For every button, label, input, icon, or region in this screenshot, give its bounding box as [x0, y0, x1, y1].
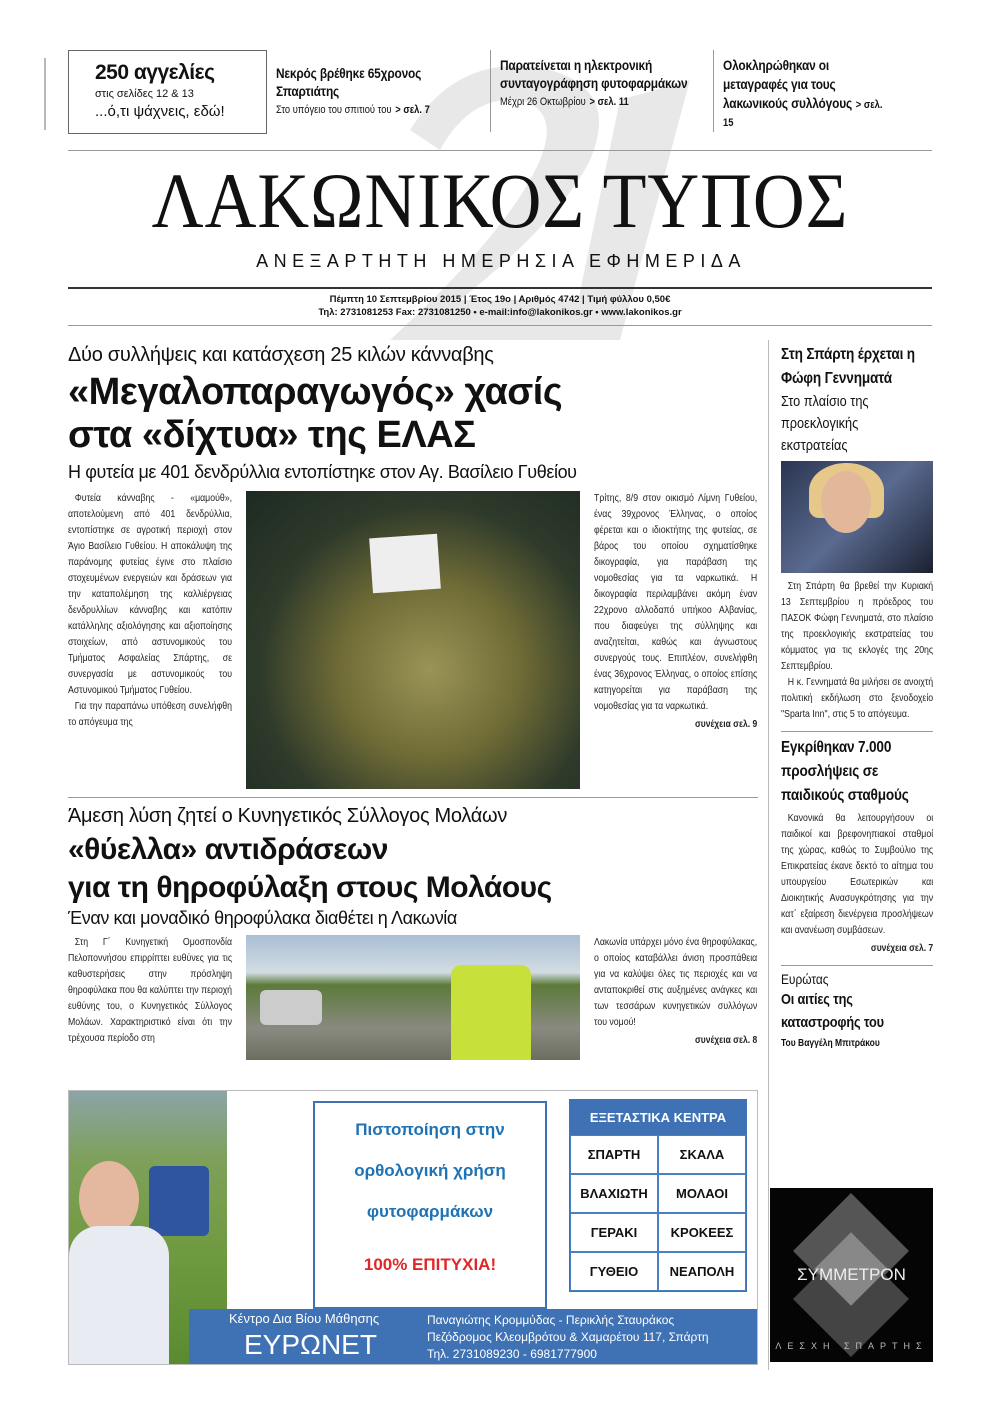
centers-grid [570, 1135, 746, 1291]
divider [68, 325, 932, 326]
sidebar-story-2[interactable] [781, 736, 933, 808]
sidebar-headline: Οι αιτίες της καταστροφής του [781, 991, 884, 1031]
exam-center: ΓΥΘΕΙΟ [570, 1252, 658, 1291]
gennimata-photo [781, 461, 933, 573]
exam-center: ΣΚΑΛΑ [658, 1135, 746, 1174]
sidebar-column [781, 579, 933, 723]
teaser-page: > σελ. 11 [589, 96, 629, 108]
sidebar-story-1[interactable] [781, 343, 933, 457]
issue-line: Πέμπτη 10 Σεπτεμβρίου 2015 | Έτος 19ο | Αριθμός 4742 | Τιμή φύλλου 0,50€ [329, 294, 671, 305]
teaser-3[interactable] [723, 56, 889, 131]
ad-footer [189, 1309, 758, 1365]
article-lead[interactable] [68, 343, 758, 483]
article-kicker: Άμεση λύση ζητεί ο Κυνηγετικός Σύλλογος Μολάων [68, 805, 508, 827]
sidebar-headline: Στη Σπάρτη έρχεται η Φώφη Γεννηματά [781, 346, 915, 387]
sidebar-kicker: Ευρώτας [781, 971, 829, 987]
article-kicker: Δύο συλλήψεις και κατάσχεση 25 κιλών κάνναβης [68, 344, 494, 366]
article-column [68, 491, 232, 731]
divider [781, 731, 933, 732]
headline-line: στα «δίχτυα» της ΕΛΑΣ [68, 414, 476, 456]
sidebar-column [781, 811, 933, 957]
divider [781, 965, 933, 966]
teaser-sub: Στο υπόγειο του σπιτιού του [276, 104, 392, 116]
sidebar-sub: Στο πλαίσιο της προεκλογικής εκστρατείας [781, 393, 869, 454]
exam-center: ΝΕΑΠΟΛΗ [658, 1252, 746, 1291]
teaser-sub: Μέχρι 26 Οκτωβρίου [500, 96, 586, 108]
contact-line: Τηλ: 2731081253 Fax: 2731081250 • e-mail:info@lakonikos.gr • www.lakonikos.gr [318, 307, 682, 318]
ad-promo: 100% ΕΠΙΤΥΧΙΑ! [363, 1255, 497, 1274]
paragraph: Στη Σπάρτη θα βρεθεί την Κυριακή 13 Σεπτεμβρίου η πρόεδρος του ΠΑΣΟΚ Φώφη Γεννηματά, στο πλαίσιο της προεκλογικής εκστρατείας του κόμματος για τις εκλογές της 20ης Σεπτεμβρίου. [781, 581, 934, 672]
classifieds-title: 250 αγγελίες [95, 61, 215, 84]
org-name: ΕΥΡΩΝΕΤ [244, 1329, 377, 1360]
continued-link[interactable]: συνέχεια σελ. 7 [870, 943, 934, 954]
game-warden-photo [246, 935, 580, 1060]
headline-line: για τη θηροφύλαξη στους Μολάους [68, 871, 552, 904]
club-tagline: ΛΕΣΧΗ ΣΠΑΡΤΗΣ [775, 1341, 928, 1351]
continued-link[interactable]: συνέχεια σελ. 8 [694, 1035, 758, 1046]
exam-center: ΓΕΡΑΚΙ [570, 1213, 658, 1252]
sidebar [775, 343, 934, 1362]
paragraph: Λακωνία υπάρχει μόνο ένα θηροφύλακας, ο οποίος καταβάλλει άνιση προσπάθεια για να καλύψει όλες τις περιοχές και να ανταποκριθεί στις αυξημένες ανάγκες και των τεσσάρων κυνηγετικών συλλόγων του νομού! [594, 937, 758, 1028]
article-column [594, 491, 757, 733]
exam-center: ΚΡΟΚΕΕΣ [658, 1213, 746, 1252]
headline-line: «θύελλα» αντιδράσεων [68, 833, 388, 866]
article-subhead: Έναν και μοναδικό θηροφύλακα διαθέτει η Λακωνία [68, 908, 457, 928]
cannabis-photo [246, 491, 580, 789]
centers-title: ΕΞΕΤΑΣΤΙΚΑ ΚΕΝΤΡΑ [570, 1100, 746, 1135]
article-second[interactable] [68, 804, 758, 929]
sidebar-story-3[interactable] [781, 970, 933, 1050]
classifieds-pages: στις σελίδες 12 & 13 [95, 88, 194, 100]
teaser-title: Νεκρός βρέθηκε 65χρονος Σπαρτιάτης [276, 65, 422, 99]
exam-centers [569, 1099, 747, 1292]
article-headline [68, 371, 758, 457]
euronet-ad[interactable] [68, 1090, 758, 1365]
paragraph: Φυτεία κάνναβης - «μαμούθ», αποτελούμενη από 401 δενδρύλλια, εντοπίστηκε σε αγροτική περιοχή στον Άγιο Βασίλειο Γυθείου. Η αποκάλυψη της παράνομης φυτείας έγινε στο πλαίσιο στοχευμένων ενεργειών και δράσεων για την καταπολέμηση της καλλιέργειας δενδρυλλίων κάνναβης και κατόπιν κατάλληλης αξιολόγησης και αξιοποίησης στοιχείων, από αστυνομικούς του Τμήματος Ασφαλείας Σπάρτης, σε συνεργασία με αστυνομικούς του Αστυνομικού Τμήματος Γυθείου. [68, 493, 233, 696]
paragraph: Κανονικά θα λειτουργήσουν οι παιδικοί και βρεφονηπιακοί σταθμοί της χώρας, καθώς το Συμβούλιο της Επικρατείας έκανε δεκτό το αίτημα του υπουργείου Εσωτερικών και Διοικητικής Ανασυγκρότησης για την κατ΄ εξαίρεση διενέργεια προσλήψεων και ανανέωση συμβάσεων. [781, 813, 934, 936]
article-column [68, 935, 232, 1047]
main-column [68, 343, 758, 1365]
classifieds-tagline: ...ό,τι ψάχνεις, εδώ! [95, 103, 225, 120]
paragraph: Στη Γ΄ Κυνηγετική Ομοσπονδία Πελοποννήσου επιρρίπτει ευθύνες για τις καθυστερήσεις στην πρόσληψη θηροφύλακα που θα καλύπτει την περιοχή ευθύνης του, ο Κυνηγετικός Σύλλογος Μολάων. Χαρακτηριστικό είναι ότι την τρέχουσα περίοδο στη [68, 937, 233, 1044]
article-headline [68, 831, 758, 907]
symmetron-ad[interactable] [770, 1188, 933, 1362]
divider [68, 797, 758, 798]
side-logo-icon [44, 58, 64, 130]
divider [490, 50, 491, 132]
headline-line: «Μεγαλοπαραγωγός» χασίς [68, 371, 563, 413]
certification-box [313, 1101, 547, 1309]
teaser-title: Ολοκληρώθηκαν οι μεταγραφές για τους λακωνικούς συλλόγους [723, 57, 852, 111]
masthead-title: ΛΑΚΩΝΙΚΟΣ ΤΥΠΟΣ [151, 157, 849, 244]
divider [68, 287, 932, 289]
exam-center: ΒΛΑΧΙΩΤΗ [570, 1174, 658, 1213]
article-second-body [68, 935, 758, 1060]
paragraph: Η κ. Γεννηματά θα μιλήσει σε ανοιχτή πολιτική εκδήλωση στο ξενοδοχείο "Sparta Inn", στις 5 το απόγευμα. [781, 677, 934, 720]
teaser-page: > σελ. 7 [395, 104, 430, 116]
sidebar-author: Του Βαγγέλη Μπιτράκου [781, 1038, 880, 1049]
divider [68, 150, 932, 151]
paragraph: Τρίτης, 8/9 στον οικισμό Λίμνη Γυθείου, ένας 39χρονος Έλληνας, ο οποίος φέρεται και ο ιδιοκτήτης της φυτείας, σε βάρος του οποίου σχηματίσθηκε δικογραφία, για παράβαση της νομοθεσίας για τα ναρκωτικά. Η δικογραφία περιλαμβάνει ακόμη έναν 22χρονο αλλοδαπό υπήκοο Αλβανίας, που διαφεύγει της σύλληψης και αναζητείται, καθώς και άγνωστους συνεργούς τους. Επιπλέον, συνελήφθη ένας 36χρονος Έλληνας, ο οποίος επίσης κατηγορείται για παράβαση της νομοθεσίας για τα ναρκωτικά. [594, 493, 758, 712]
exam-center: ΣΠΑΡΤΗ [570, 1135, 658, 1174]
ad-text: Πιστοποίηση στην [355, 1120, 505, 1139]
article-lead-body [68, 491, 758, 789]
teaser-title: Παρατείνεται η ηλεκτρονική συνταγογράφηση φυτοφαρμάκων [500, 57, 688, 91]
ad-text: φυτοφαρμάκων [366, 1202, 494, 1221]
ad-text: ορθολογική χρήση [354, 1161, 506, 1180]
ad-phone: Τηλ. 2731089230 - 6981777900 [427, 1347, 597, 1361]
ad-address: Πεζόδρομος Κλεομβρότου & Χαμαρέτου 117, Σπάρτη [427, 1330, 709, 1344]
teaser-page: > σελ. 15 [723, 99, 883, 129]
teaser-1[interactable] [276, 64, 480, 118]
ad-names: Παναγιώτης Κρομμύδας - Περικλής Σταυράκος [427, 1313, 675, 1327]
sidebar-headline: Εγκρίθηκαν 7.000 προσλήψεις σε παιδικούς σταθμούς [781, 739, 909, 804]
column-divider [768, 340, 769, 1370]
exam-center: ΜΟΛΑΟΙ [658, 1174, 746, 1213]
masthead-subtitle: ΑΝΕΞΑΡΤΗΤΗ ΗΜΕΡΗΣΙΑ ΕΦΗΜΕΡΙΔΑ [256, 251, 746, 271]
paragraph: Για την παραπάνω υπόθεση συνελήφθη το απόγευμα της [68, 701, 233, 728]
teaser-2[interactable] [500, 56, 708, 110]
club-name: ΣΥΜΜΕΤΡΟΝ [797, 1265, 906, 1284]
classifieds-box[interactable] [68, 50, 267, 134]
article-subhead: Η φυτεία με 401 δενδρύλλια εντοπίστηκε στον Αγ. Βασίλειο Γυθείου [68, 462, 577, 482]
article-column [594, 935, 757, 1049]
continued-link[interactable]: συνέχεια σελ. 9 [694, 719, 758, 730]
issue-info [250, 293, 750, 319]
org-label: Κέντρο Δια Βίου Μάθησης [229, 1311, 380, 1326]
divider [713, 50, 714, 132]
